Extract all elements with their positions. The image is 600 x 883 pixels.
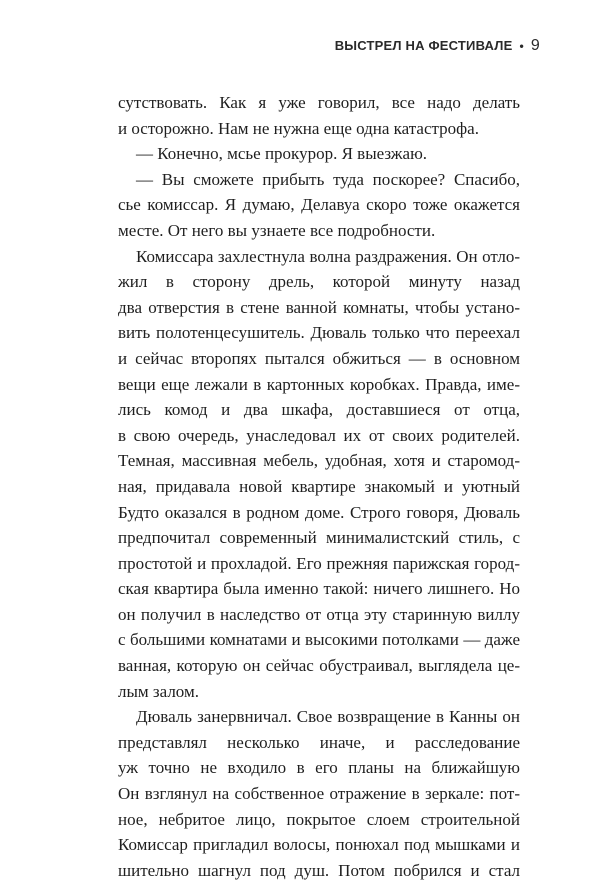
text-line: и сейчас второпях пытался обжиться — в основном <box>118 348 520 368</box>
running-head-title: ВЫСТРЕЛ НА ФЕСТИВАЛЕ <box>334 38 513 53</box>
text-line: вещи еще лежали в картонных коробках. Правда, име- <box>118 374 520 394</box>
text-line: простотой и прохладой. Его прежняя парижская город- <box>118 553 520 573</box>
text-line: и осторожно. Нам не нужна еще одна катастрофа. <box>118 118 479 138</box>
text-line: два отверстия в стене ванной комнаты, чтобы устано- <box>118 297 520 317</box>
text-line: он получил в наследство от отца эту старинную виллу <box>118 604 520 624</box>
text-line: сье комиссар. Я думаю, Делавуа скоро тоже окажется <box>118 195 520 215</box>
text-line: вить полотенцесушитель. Дюваль только что переехал <box>118 323 520 343</box>
text-line: уж точно не входило в его планы на ближайшую <box>118 758 520 778</box>
text-line: в свою очередь, унаследовал их от своих родителей. <box>118 425 520 445</box>
text-line: жил в сторону дрель, которой минуту назад <box>118 272 520 292</box>
body-text <box>118 90 520 883</box>
running-head <box>335 37 540 55</box>
text-line: сутствовать. Как я уже говорил, все надо делать <box>118 93 520 112</box>
text-line: ное, небритое лицо, покрытое слоем строительной <box>118 809 520 829</box>
text-line: ванная, которую он сейчас обустраивал, выглядела це- <box>118 656 520 676</box>
text-line: ская квартира была именно такой: ничего лишнего. Но <box>118 579 520 599</box>
text-line: Дюваль занервничал. Свое возвращение в Канны он <box>136 707 520 727</box>
text-line: месте. От него вы узнаете все подробности. <box>118 220 436 240</box>
text-line: шительно шагнул под душ. Потом побрился и стал <box>118 860 520 880</box>
text-line: — Конечно, мсье прокурор. Я выезжаю. <box>136 144 428 164</box>
text-line: лись комод и два шкафа, доставшиеся от отца, <box>118 400 520 420</box>
text-line: представлял несколько иначе, и расследование <box>118 732 520 752</box>
text-line: Комиссар пригладил волосы, понюхал под мышками и <box>118 835 520 855</box>
text-line: с большими комнатами и высокими потолками — даже <box>118 630 520 650</box>
text-line: предпочитал современный минималистский стиль, с <box>118 528 520 548</box>
running-head-separator: • <box>519 39 524 53</box>
text-line: — Вы сможете прибыть туда поскорее? Спасибо, <box>136 169 520 189</box>
page-number: 9 <box>530 37 540 54</box>
text-line: ная, придавала новой квартире знакомый и уютный <box>118 476 520 496</box>
text-line: Будто оказался в родном доме. Строго говоря, Дюваль <box>118 502 520 522</box>
text-line: Комиссара захлестнула волна раздражения. Он отло- <box>136 246 520 266</box>
text-line: лым залом. <box>118 681 199 701</box>
text-line: Он взглянул на собственное отражение в зеркале: пот- <box>118 784 520 804</box>
text-line: Темная, массивная мебель, удобная, хотя и старомод- <box>118 451 520 471</box>
